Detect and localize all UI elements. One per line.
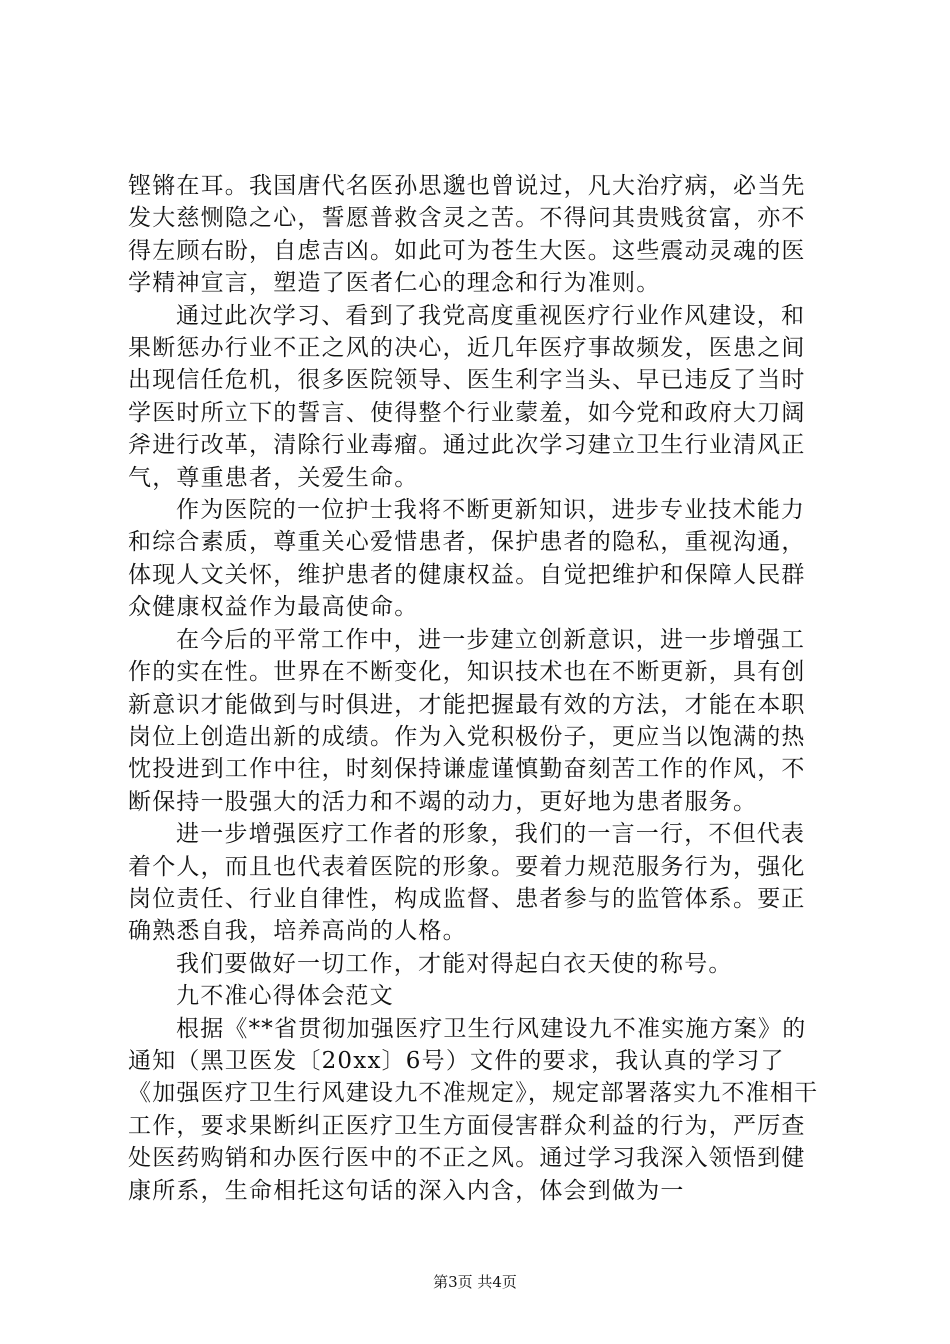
paragraph-7: 根据《**省贯彻加强医疗卫生行风建设九不准实施方案》的通知（黑卫医发〔20xx〕6号）文件的要求，我认真的学习了《加强医疗卫生行风建设九不准规定》，规定部署落实九不准相干工作，要求果断纠正医疗卫生方面侵害群众利益的行为，严厉查处医药购销和办医行医中的不正之风。通过学习我深入领悟到健康所系，生命相托这句话的深入内含，体会到做为一 — [128, 1015, 819, 1204]
section-heading: 九不准心得体会范文 — [176, 983, 394, 1010]
paragraph-5: 进一步增强医疗工作者的形象，我们的一言一行，不但代表着个人，而且也代表着医院的形象。要着力规范服务行为，强化岗位责任、行业自律性，构成监督、患者参与的监管体系。要正确熟悉自我，培养高尚的人格。 — [128, 821, 806, 945]
paragraph-1: 铿锵在耳。我国唐代名医孙思邈也曾说过，凡大治疗病，必当先发大慈恻隐之心，誓愿普救含灵之苦。不得问其贵贱贫富，亦不得左顾右盼，自虑吉凶。如此可为苍生大医。这些震动灵魂的医学精神宣言，塑造了医者仁心的理念和行为准则。 — [128, 173, 806, 297]
paragraph-3: 作为医院的一位护士我将不断更新知识，进步专业技术能力和综合素质，尊重关心爱惜患者，保护患者的隐私，重视沟通，体现人文关怀，维护患者的健康权益。自觉把维护和保障人民群众健康权益作为最高使命。 — [128, 497, 806, 621]
paragraph-6: 我们要做好一切工作，才能对得起白衣天使的称号。 — [176, 950, 733, 977]
paragraph-2: 通过此次学习、看到了我党高度重视医疗行业作风建设，和果断惩办行业不正之风的决心，近几年医疗事故频发，医患之间出现信任危机，很多医院领导、医生利字当头、早已违反了当时学医时所立下的誓言、使得整个行业蒙羞，如今党和政府大刀阔斧进行改革，清除行业毒瘤。通过此次学习建立卫生行业清风正气，尊重患者，关爱生命。 — [128, 302, 806, 491]
page-footer: 第3页 共4页 — [433, 1273, 517, 1291]
paragraph-4: 在今后的平常工作中，进一步建立创新意识，进一步增强工作的实在性。世界在不断变化，知识技术也在不断更新，具有创新意识才能做到与时俱进，才能把握最有效的方法，才能在本职岗位上创造出新的成绩。作为入党积极份子，更应当以饱满的热忱投进到工作中往，时刻保持谦虚谨慎勤奋刻苦工作的作风，不断保持一股强大的活力和不竭的动力，更好地为患者服务。 — [128, 626, 806, 815]
document-body — [128, 170, 828, 1207]
